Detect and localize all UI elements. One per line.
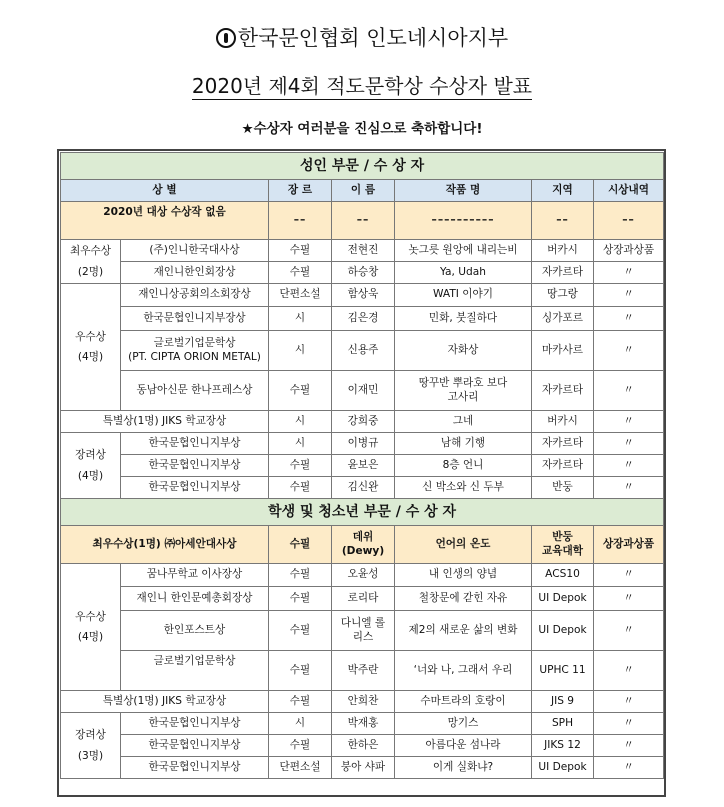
name-cell: 안희찬: [332, 691, 395, 713]
table-row: [61, 411, 664, 433]
name-cell: 김신완: [332, 477, 395, 499]
student-section-title: 학생 및 청소년 부문 / 수 상 자: [61, 499, 664, 526]
genre-cell: 시: [269, 713, 332, 735]
work-line: 땅꾸반 뿌라호 보다: [418, 376, 508, 389]
region-cell: 마카사르: [532, 331, 594, 371]
award-line: (PT. CIPTA ORION METAL): [128, 350, 261, 363]
table-row: [61, 240, 664, 262]
region-cell: 자카르타: [532, 371, 594, 411]
region-cell: 땅그랑: [532, 284, 594, 307]
table-row: [61, 477, 664, 499]
work-cell: 언어의 온도: [395, 526, 532, 564]
work-cell: 수마트라의 호랑이: [395, 691, 532, 713]
student-group-encourage: [61, 713, 121, 779]
name-cell: 붕아 샤파: [332, 757, 395, 779]
group-count: (4명): [77, 631, 104, 643]
group-count: (4명): [77, 351, 104, 363]
award-line: 글로벌기업문학상: [153, 336, 236, 349]
region-cell: SPH: [532, 713, 594, 735]
grand-prize-row: [61, 202, 664, 240]
region-cell: 버카시: [532, 411, 594, 433]
dash-cell: ––––––––––: [395, 202, 532, 240]
prize-cell: 〃: [594, 262, 664, 284]
prize-cell: 상장과상품: [594, 526, 664, 564]
name-line: (Dewy): [341, 544, 385, 557]
awards-table: [60, 152, 664, 779]
prize-cell: 〃: [594, 477, 664, 499]
award-cell: 한국문협인니지부장상: [121, 307, 269, 331]
work-cell: 망기스: [395, 713, 532, 735]
name-cell: [332, 526, 395, 564]
name-line: 다니엘 롤: [340, 616, 386, 629]
award-cell: 한인포스트상: [121, 611, 269, 651]
group-label: 최우수상: [70, 245, 111, 258]
table-row: [61, 587, 664, 611]
prize-cell: 〃: [594, 735, 664, 757]
page-title-text: 2020년 제4회 적도문학상 수상자 발표: [191, 74, 533, 98]
award-cell: 꿈나무학교 이사장상: [121, 564, 269, 587]
col-region: 지역: [532, 180, 594, 202]
genre-cell: 수필: [269, 371, 332, 411]
region-cell: UI Depok: [532, 757, 594, 779]
prize-cell: 〃: [594, 371, 664, 411]
name-cell: 로리타: [332, 587, 395, 611]
group-label: 장려상: [75, 449, 106, 462]
name-cell: 이병규: [332, 433, 395, 455]
work-cell: 아름다운 섬나라: [395, 735, 532, 757]
genre-cell: 시: [269, 331, 332, 371]
group-excellence: [61, 284, 121, 411]
name-cell: [332, 611, 395, 651]
prize-cell: 〃: [594, 564, 664, 587]
adult-section-title: 성인 부문 / 수 상 자: [61, 153, 664, 180]
award-cell: 특별상(1명) JIKS 학교장상: [61, 411, 269, 433]
col-prize: 시상내역: [594, 180, 664, 202]
grand-prize-label: 2020년 대상 수상작 없음: [61, 202, 269, 240]
name-cell: 이재민: [332, 371, 395, 411]
table-row: [61, 611, 664, 651]
group-encourage: [61, 433, 121, 499]
region-line: 반둥: [552, 530, 573, 543]
table-row: [61, 735, 664, 757]
award-cell: 한국문협인니지부상: [121, 713, 269, 735]
org-name: 한국문인협회 인도네시아지부: [237, 26, 509, 50]
award-cell: 한국문협인니지부상: [121, 735, 269, 757]
genre-cell: 시: [269, 307, 332, 331]
dash-cell: ––: [532, 202, 594, 240]
work-cell: 내 인생의 양념: [395, 564, 532, 587]
genre-cell: 단편소설: [269, 284, 332, 307]
name-cell: 신용주: [332, 331, 395, 371]
prize-cell: 상장과상품: [594, 240, 664, 262]
name-cell: 전현진: [332, 240, 395, 262]
name-cell: 오윤성: [332, 564, 395, 587]
work-cell: ‘너와 나, 그래서 우리: [395, 651, 532, 691]
page-title: [0, 70, 724, 99]
student-top-row: [61, 526, 664, 564]
table-row: [61, 331, 664, 371]
region-cell: 반둥: [532, 477, 594, 499]
region-line: 교육대학: [542, 544, 583, 557]
genre-cell: 단편소설: [269, 757, 332, 779]
genre-cell: 수필: [269, 691, 332, 713]
group-label: 우수상: [75, 330, 106, 343]
region-cell: 버카시: [532, 240, 594, 262]
name-line: 리스: [352, 630, 374, 643]
genre-cell: 수필: [269, 735, 332, 757]
region-cell: 싱가포르: [532, 307, 594, 331]
name-cell: 하승창: [332, 262, 395, 284]
congrats-line: ★수상자 여러분을 진심으로 축하합니다!: [241, 121, 483, 137]
table-row: [61, 713, 664, 735]
prize-cell: 〃: [594, 757, 664, 779]
prize-cell: 〃: [594, 284, 664, 307]
table-row: [61, 371, 664, 411]
association-logo-icon: [216, 28, 236, 48]
table-row: [61, 651, 664, 691]
work-cell: 남해 기행: [395, 433, 532, 455]
work-cell: [395, 371, 532, 411]
award-cell: 동남아신문 한나프레스상: [121, 371, 269, 411]
region-cell: UI Depok: [532, 611, 594, 651]
work-cell: 제2의 새로운 삶의 변화: [395, 611, 532, 651]
award-cell: 재인니한인회장상: [121, 262, 269, 284]
table-row: [61, 433, 664, 455]
genre-cell: 수필: [269, 564, 332, 587]
table-row: [61, 284, 664, 307]
name-cell: 박주란: [332, 651, 395, 691]
name-cell: 윤보은: [332, 455, 395, 477]
name-line: 데위: [352, 530, 374, 543]
col-award: 상 별: [61, 180, 269, 202]
region-cell: UI Depok: [532, 587, 594, 611]
prize-cell: 〃: [594, 713, 664, 735]
region-cell: 자카르타: [532, 433, 594, 455]
genre-cell: 수필: [269, 611, 332, 651]
name-cell: 함상욱: [332, 284, 395, 307]
table-row: [61, 307, 664, 331]
dash-cell: ––: [594, 202, 664, 240]
genre-cell: 시: [269, 411, 332, 433]
work-cell: 놋그릇 원앙에 내리는비: [395, 240, 532, 262]
prize-cell: 〃: [594, 331, 664, 371]
genre-cell: 시: [269, 433, 332, 455]
student-section-header: [61, 499, 664, 526]
prize-cell: 〃: [594, 455, 664, 477]
region-cell: ACS10: [532, 564, 594, 587]
table-row: [61, 262, 664, 284]
group-label: 장려상: [75, 729, 106, 742]
prize-cell: 〃: [594, 411, 664, 433]
prize-cell: 〃: [594, 651, 664, 691]
work-line: 고사리: [447, 390, 479, 403]
genre-cell: 수필: [269, 262, 332, 284]
prize-cell: 〃: [594, 307, 664, 331]
region-cell: [532, 526, 594, 564]
col-name: 이 름: [332, 180, 395, 202]
genre-cell: 수필: [269, 526, 332, 564]
genre-cell: 수필: [269, 587, 332, 611]
genre-cell: 수필: [269, 651, 332, 691]
adult-section-header: [61, 153, 664, 180]
table-row: [61, 564, 664, 587]
award-cell: 재인니상공회의소회장상: [121, 284, 269, 307]
group-label: 우수상: [75, 610, 106, 623]
award-cell: 한국문협인니지부상: [121, 477, 269, 499]
award-cell: 특별상(1명) JIKS 학교장상: [61, 691, 269, 713]
work-cell: 이게 실화냐?: [395, 757, 532, 779]
genre-cell: 수필: [269, 240, 332, 262]
prize-cell: 〃: [594, 691, 664, 713]
table-row: [61, 691, 664, 713]
work-cell: 그네: [395, 411, 532, 433]
award-cell: 한국문협인니지부상: [121, 433, 269, 455]
award-cell: 글로벌기업문학상: [121, 651, 269, 691]
award-cell: [121, 331, 269, 371]
award-cell: 재인니 한인문예총회장상: [121, 587, 269, 611]
name-cell: 한하은: [332, 735, 395, 757]
work-cell: 신 박소와 신 두부: [395, 477, 532, 499]
group-top: [61, 240, 121, 284]
prize-cell: 〃: [594, 611, 664, 651]
prize-cell: 〃: [594, 587, 664, 611]
group-count: (3명): [77, 749, 104, 762]
work-cell: Ya, Udah: [395, 262, 532, 284]
col-work: 작품 명: [395, 180, 532, 202]
award-cell: 최우수상(1명) ㈜아세안대사상: [61, 526, 269, 564]
region-cell: JIKS 12: [532, 735, 594, 757]
award-cell: (주)인니한국대사상: [121, 240, 269, 262]
region-cell: JIS 9: [532, 691, 594, 713]
table-row: [61, 757, 664, 779]
work-cell: WATI 이야기: [395, 284, 532, 307]
table-row: [61, 455, 664, 477]
award-cell: 한국문협인니지부상: [121, 455, 269, 477]
work-cell: 자화상: [395, 331, 532, 371]
dash-cell: ––: [332, 202, 395, 240]
name-cell: 강희중: [332, 411, 395, 433]
col-genre: 장 르: [269, 180, 332, 202]
region-cell: 자카르타: [532, 262, 594, 284]
name-cell: 김은경: [332, 307, 395, 331]
work-cell: 8층 언니: [395, 455, 532, 477]
work-cell: 민화, 붓질하다: [395, 307, 532, 331]
region-cell: 자카르타: [532, 455, 594, 477]
genre-cell: 수필: [269, 477, 332, 499]
award-cell: 한국문협인니지부상: [121, 757, 269, 779]
student-group-excellence: [61, 564, 121, 691]
name-cell: 박재홍: [332, 713, 395, 735]
genre-cell: 수필: [269, 455, 332, 477]
region-cell: UPHC 11: [532, 651, 594, 691]
prize-cell: 〃: [594, 433, 664, 455]
column-header-row: [61, 180, 664, 202]
org-title: [0, 22, 724, 52]
group-count: (2명): [77, 265, 104, 278]
work-cell: 철창문에 갇힌 자유: [395, 587, 532, 611]
dash-cell: ––: [269, 202, 332, 240]
group-count: (4명): [77, 469, 104, 482]
